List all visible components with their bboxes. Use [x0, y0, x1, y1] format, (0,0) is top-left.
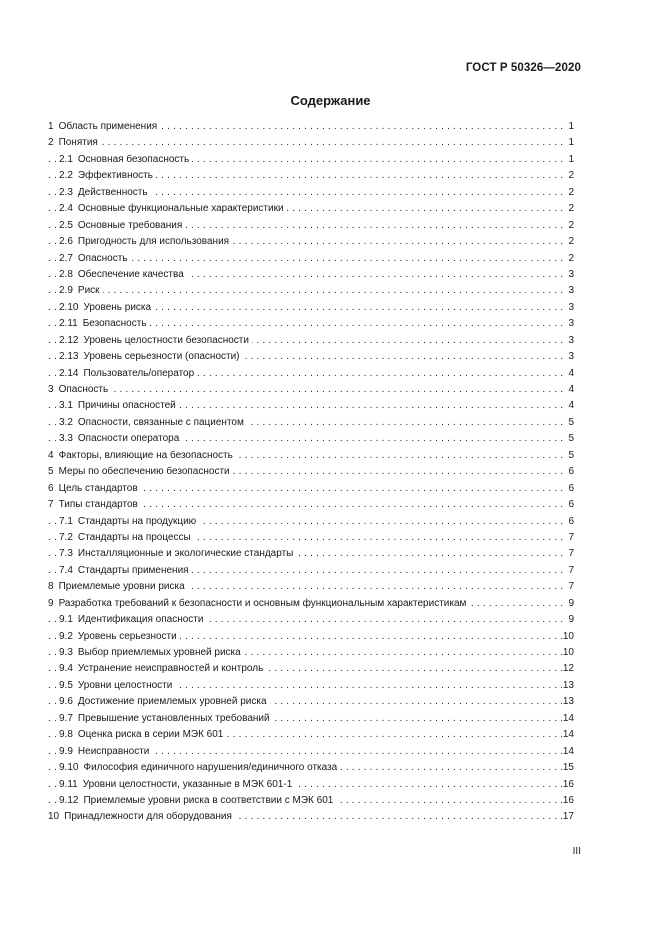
toc-entry-title: Инсталляционные и экологические стандарты — [77, 548, 294, 560]
toc-entry[interactable] — [48, 168, 574, 184]
toc-entry-title: Основные требования — [77, 219, 183, 231]
toc-entry-page: 5 — [567, 431, 574, 447]
toc-entry-text — [59, 713, 273, 724]
toc-entry[interactable] — [48, 809, 574, 825]
toc-entry-text — [59, 647, 244, 658]
toc-entry-text — [59, 779, 295, 790]
toc-entry-text — [48, 581, 188, 592]
toc-entry[interactable] — [48, 448, 574, 464]
toc-entry-text — [59, 400, 179, 411]
toc-entry-number: 2.11 — [59, 318, 78, 330]
toc-entry-number: 9.8 — [59, 729, 73, 741]
toc-entry-title: Уровень серьезности (опасности) — [83, 351, 240, 363]
toc-entry-title: Принадлежности для оборудования — [64, 811, 232, 823]
toc-entry-text — [48, 811, 235, 822]
toc-entry-text — [48, 137, 101, 148]
toc-entry-title: Пользователь/оператор — [83, 367, 195, 379]
toc-entry-title: Цель стандартов — [58, 482, 138, 494]
toc-entry-page: 5 — [567, 448, 574, 464]
toc-entry-page: 9 — [567, 612, 574, 628]
toc-entry[interactable] — [48, 612, 574, 628]
toc-entry-number: 2.5 — [59, 219, 73, 231]
toc-entry[interactable] — [48, 497, 574, 513]
toc-entry-text — [59, 335, 252, 346]
toc-entry-page: 7 — [567, 530, 574, 546]
toc-entry-title: Безопасность — [82, 318, 147, 330]
toc-entry-number: 6 — [48, 482, 54, 494]
toc-entry-text — [59, 203, 287, 214]
toc-entry-page: 7 — [567, 563, 574, 579]
toc-entry-page: 16 — [562, 793, 574, 809]
toc-entry-number: 8 — [48, 581, 54, 593]
toc-entry-number: 7.3 — [59, 548, 73, 560]
toc-entry-number: 2.4 — [59, 203, 73, 215]
toc-entry-text — [59, 614, 206, 625]
toc-entry-page: 2 — [567, 185, 574, 201]
toc-entry[interactable] — [48, 300, 574, 316]
toc-entry-number: 2.14 — [59, 367, 79, 379]
toc-entry-number: 3.2 — [59, 416, 73, 428]
toc-entry-page: 1 — [567, 152, 574, 168]
toc-entry-title: Идентификация опасности — [77, 614, 204, 626]
toc-entry-title: Опасности, связанные с пациентом — [77, 416, 244, 428]
toc-entry-number: 3 — [48, 384, 54, 395]
toc-entry[interactable] — [48, 119, 574, 135]
toc-entry-text — [59, 565, 192, 576]
toc-entry-page: 6 — [567, 497, 574, 513]
toc-entry-number: 4 — [48, 449, 54, 461]
toc-entry[interactable] — [48, 596, 574, 612]
toc-entry-number: 2.12 — [59, 334, 79, 346]
toc-entry-title: Опасности оператора — [77, 433, 180, 445]
toc-entry[interactable] — [48, 316, 574, 332]
toc-entry[interactable] — [48, 629, 574, 645]
toc-entry[interactable] — [48, 579, 574, 595]
toc-entry-text — [59, 269, 187, 280]
toc-entry-number: 5 — [48, 466, 54, 478]
toc-entry-page: 10 — [562, 645, 574, 661]
toc-entry-number: 9.5 — [59, 679, 73, 691]
toc-entry-text — [59, 187, 151, 198]
toc-entry-text — [59, 663, 266, 674]
toc-entry[interactable] — [48, 645, 574, 661]
table-of-contents — [48, 119, 574, 826]
toc-entry-title: Стандарты на процессы — [77, 531, 191, 543]
toc-entry[interactable] — [48, 283, 574, 299]
toc-entry-text — [59, 236, 232, 247]
toc-entry-title: Основная безопасность — [77, 153, 190, 165]
toc-entry-text — [59, 368, 197, 379]
toc-entry-number: 9.6 — [59, 696, 73, 708]
toc-entry-text — [59, 746, 152, 757]
toc-entry-page: 2 — [567, 201, 574, 217]
toc-entry-text — [48, 499, 141, 510]
toc-entry-text — [59, 696, 270, 707]
toc-entry-title: Понятия — [58, 137, 98, 149]
toc-entry-number: 2.9 — [59, 285, 73, 297]
toc-entry[interactable] — [48, 563, 574, 579]
toc-entry-number: 9 — [48, 597, 54, 609]
toc-entry[interactable] — [48, 777, 574, 793]
toc-entry[interactable] — [48, 333, 574, 349]
toc-entry-text — [59, 302, 154, 313]
toc-entry-text — [59, 516, 199, 527]
toc-entry[interactable] — [48, 218, 574, 234]
toc-entry-text — [59, 285, 103, 296]
toc-entry-title: Уровень риска — [83, 301, 152, 313]
toc-entry-page: 6 — [567, 464, 574, 480]
toc-entry[interactable] — [48, 694, 574, 710]
toc-entry-page: 2 — [567, 234, 574, 250]
toc-entry-title: Риск — [77, 285, 100, 297]
toc-entry-title: Действенность — [77, 186, 148, 198]
toc-entry-text — [59, 170, 156, 181]
toc-entry[interactable] — [48, 546, 574, 562]
toc-entry[interactable] — [48, 382, 574, 398]
toc-entry-text — [59, 795, 336, 806]
toc-entry-text — [59, 253, 131, 264]
toc-title: Содержание — [290, 93, 371, 108]
toc-entry-number: 9.4 — [59, 663, 73, 675]
toc-entry[interactable] — [48, 431, 574, 447]
toc-entry[interactable] — [48, 185, 574, 201]
toc-entry-page: 1 — [567, 135, 574, 151]
toc-entry[interactable] — [48, 727, 574, 743]
toc-entry-page: 4 — [567, 398, 574, 414]
toc-entry[interactable] — [48, 481, 574, 497]
toc-entry-page: 12 — [562, 661, 574, 677]
toc-entry-title: Основные функциональные характеристики — [77, 203, 284, 215]
toc-entry[interactable] — [48, 530, 574, 546]
toc-entry-title: Философия единичного нарушения/единичного отказа — [83, 762, 338, 774]
toc-entry[interactable] — [48, 251, 574, 267]
toc-entry-title: Пригодность для использования — [77, 236, 230, 248]
toc-entry-number: 2.8 — [59, 268, 73, 280]
toc-entry-page: 16 — [562, 777, 574, 793]
toc-entry-text — [59, 154, 192, 165]
toc-entry[interactable] — [48, 678, 574, 694]
toc-entry-title: Неисправности — [77, 745, 150, 757]
toc-entry[interactable] — [48, 267, 574, 283]
toc-entry-text — [59, 417, 247, 428]
toc-entry-page: 14 — [562, 744, 574, 760]
toc-entry-page: 4 — [567, 382, 574, 398]
toc-entry-title: Стандарты применения — [77, 564, 189, 576]
toc-entry[interactable] — [48, 661, 574, 677]
toc-entry-page: 2 — [567, 218, 574, 234]
toc-entry[interactable] — [48, 366, 574, 382]
toc-entry-title: Область применения — [58, 121, 158, 132]
toc-entry-title: Опасность — [77, 252, 128, 264]
toc-entry-text — [48, 466, 233, 477]
toc-entry-text — [59, 762, 340, 773]
toc-entry-page: 3 — [567, 283, 574, 299]
toc-entry-number: 3.3 — [59, 433, 73, 445]
toc-entry-title: Факторы, влияющие на безопасность — [58, 449, 233, 461]
toc-entry-text — [59, 433, 182, 444]
toc-entry-page: 14 — [562, 727, 574, 743]
toc-entry-page: 5 — [567, 415, 574, 431]
toc-entry-page: 13 — [562, 694, 574, 710]
toc-entry-number: 9.12 — [59, 794, 79, 806]
toc-entry-page: 3 — [567, 267, 574, 283]
toc-entry-number: 9.1 — [59, 614, 73, 626]
toc-entry[interactable] — [48, 415, 574, 431]
toc-entry-text — [48, 483, 141, 494]
toc-entry[interactable] — [48, 514, 574, 530]
toc-entry[interactable] — [48, 711, 574, 727]
toc-entry-text — [59, 680, 175, 691]
toc-entry[interactable] — [48, 152, 574, 168]
toc-entry-title: Уровни целостности, указанные в МЭК 601-1 — [82, 778, 293, 790]
toc-entry-number: 7.1 — [59, 515, 73, 527]
toc-entry-title: Устранение неисправностей и контроль — [77, 663, 264, 675]
toc-entry[interactable] — [48, 349, 574, 365]
toc-entry-number: 9.10 — [59, 762, 79, 774]
toc-entry-page: 17 — [562, 809, 574, 825]
toc-entry-number: 2 — [48, 137, 54, 149]
toc-entry-number: 9.7 — [59, 712, 73, 724]
toc-entry-page: 3 — [567, 333, 574, 349]
toc-entry-title: Опасность — [58, 384, 109, 395]
toc-entry-number: 2.3 — [59, 186, 73, 198]
toc-entry[interactable] — [48, 760, 574, 776]
toc-entry-page: 14 — [562, 711, 574, 727]
toc-entry[interactable] — [48, 744, 574, 760]
toc-entry-number: 2.10 — [59, 301, 79, 313]
toc-entry-text — [59, 548, 296, 559]
toc-entry-page: 10 — [562, 629, 574, 645]
toc-entry-page: 15 — [562, 760, 574, 776]
toc-entry-text — [59, 631, 180, 642]
toc-entry-title: Выбор приемлемых уровней риска — [77, 647, 241, 658]
toc-entry-title: Превышение установленных требований — [77, 712, 270, 724]
toc-entry-title: Стандарты на продукцию — [77, 515, 197, 527]
toc-entry-title: Меры по обеспечению безопасности — [58, 466, 230, 478]
toc-entry-title: Разработка требований к безопасности и основным функциональным характеристикам — [58, 597, 467, 609]
toc-entry-text — [48, 450, 236, 461]
toc-entry-page: 3 — [567, 300, 574, 316]
toc-entry[interactable] — [48, 234, 574, 250]
toc-entry-title: Типы стандартов — [58, 499, 138, 511]
toc-entry-number: 2.1 — [59, 153, 73, 165]
toc-entry-text — [59, 532, 194, 543]
toc-entry[interactable] — [48, 793, 574, 809]
toc-entry-page: 3 — [567, 316, 574, 332]
toc-entry-text — [48, 384, 111, 395]
toc-entry-number: 9.3 — [59, 647, 73, 658]
toc-entry[interactable] — [48, 398, 574, 414]
toc-entry-text — [59, 220, 185, 231]
toc-entry-text — [59, 351, 243, 362]
toc-entry-number: 7.4 — [59, 564, 73, 576]
toc-entry-page: 1 — [567, 119, 574, 135]
toc-entry-page: 13 — [562, 678, 574, 694]
document-code: ГОСТ Р 50326—2020 — [465, 62, 581, 74]
toc-entry-title: Уровень серьезности — [77, 630, 177, 642]
toc-entry-title: Оценка риска в серии МЭК 601 — [77, 729, 224, 741]
toc-entry-number: 2.2 — [59, 170, 73, 182]
toc-entry-title: Уровни целостности — [77, 679, 173, 691]
toc-entry-number: 9.11 — [59, 778, 78, 790]
toc-entry-text — [59, 318, 150, 329]
toc-entry-title: Достижение приемлемых уровней риска — [77, 696, 267, 708]
toc-entry-title: Обеспечение качества — [77, 268, 184, 280]
page-number: III — [572, 846, 581, 857]
toc-entry-page: 7 — [567, 579, 574, 595]
toc-entry-page: 4 — [567, 366, 574, 382]
toc-entry-title: Уровень целостности безопасности — [83, 334, 249, 346]
toc-entry-page: 3 — [567, 349, 574, 365]
toc-entry-number: 2.7 — [59, 252, 73, 264]
toc-entry-number: 7 — [48, 499, 54, 511]
toc-entry-text — [48, 121, 160, 132]
toc-entry[interactable] — [48, 464, 574, 480]
toc-entry-page: 7 — [567, 546, 574, 562]
toc-entry-number: 10 — [48, 811, 60, 823]
toc-entry-text — [48, 598, 469, 609]
toc-entry-text — [59, 729, 226, 740]
toc-entry-page: 9 — [567, 596, 574, 612]
toc-entry-number: 2.6 — [59, 236, 73, 248]
toc-entry-page: 6 — [567, 514, 574, 530]
toc-entry[interactable] — [48, 135, 574, 151]
toc-entry-title: Причины опасностей — [77, 400, 176, 412]
toc-entry[interactable] — [48, 201, 574, 217]
toc-entry-number: 3.1 — [59, 400, 73, 412]
toc-entry-title: Эффективность — [77, 170, 153, 182]
toc-entry-number: 7.2 — [59, 531, 73, 543]
toc-entry-title: Приемлемые уровни риска — [58, 581, 185, 593]
toc-entry-number: 1 — [48, 121, 54, 132]
toc-entry-title: Приемлемые уровни риска в соответствии с МЭК 601 — [83, 794, 334, 806]
toc-entry-number: 9.9 — [59, 745, 73, 757]
toc-entry-page: 2 — [567, 251, 574, 267]
toc-entry-page: 6 — [567, 481, 574, 497]
toc-entry-page: 2 — [567, 168, 574, 184]
toc-entry-number: 2.13 — [59, 351, 79, 363]
toc-entry-number: 9.2 — [59, 630, 73, 642]
